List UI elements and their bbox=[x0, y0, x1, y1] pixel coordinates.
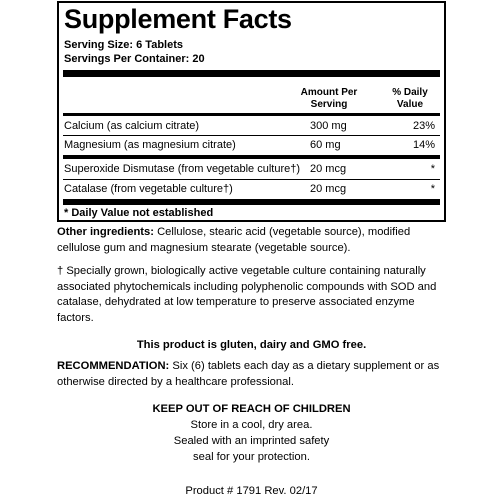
warning-title: KEEP OUT OF REACH OF CHILDREN bbox=[152, 403, 351, 415]
header-daily-value: % Daily Value bbox=[392, 87, 428, 110]
nutrient-row bbox=[64, 160, 439, 178]
culture-note: † Specially grown, biologically active vegetable culture containing naturally associated phytochemicals including polyphenolic compounds with SOD and catalase, dehydrated at low temperature to preserve associated enzyme factors. bbox=[57, 265, 437, 324]
nutrient-name: Superoxide Dismutase (from vegetable culture†) bbox=[64, 163, 301, 175]
nutrient-row bbox=[64, 136, 439, 154]
other-ingredients-text: Cellulose, stearic acid (vegetable source), modified cellulose gum and magnesium stearate (vegetable source). bbox=[57, 226, 411, 254]
nutrient-amount: 60 mg bbox=[310, 139, 341, 151]
nutrient-amount: 300 mg bbox=[310, 120, 347, 132]
thick-rule bbox=[63, 70, 440, 77]
serving-size: Serving Size: 6 Tablets bbox=[64, 39, 184, 51]
section-rule bbox=[63, 155, 440, 159]
recommendation-label: RECOMMENDATION: bbox=[57, 360, 170, 372]
nutrient-dv: * bbox=[430, 183, 435, 195]
supplement-facts-panel bbox=[57, 1, 446, 222]
nutrient-name: Magnesium (as magnesium citrate) bbox=[64, 139, 236, 151]
other-ingredients bbox=[57, 225, 452, 256]
nutrient-amount: 20 mcg bbox=[310, 163, 347, 175]
nutrient-amount: 20 mcg bbox=[310, 183, 347, 195]
storage-line: Store in a cool, dry area. bbox=[190, 419, 313, 431]
servings-per-container: Servings Per Container: 20 bbox=[64, 53, 205, 65]
recommendation-text: Six (6) tablets each day as a dietary supplement or as otherwise directed by a healthcare professional. bbox=[57, 360, 440, 388]
nutrient-row bbox=[64, 180, 439, 198]
nutrient-name: Calcium (as calcium citrate) bbox=[64, 120, 200, 132]
other-ingredients-label: Other ingredients: bbox=[57, 226, 154, 238]
recommendation bbox=[57, 359, 452, 390]
product-code: Product # 1791 Rev. 02/17 bbox=[185, 485, 318, 497]
nutrient-dv: 23% bbox=[412, 120, 435, 132]
facts-title: Supplement Facts bbox=[64, 4, 292, 34]
nutrient-row bbox=[64, 117, 439, 135]
nutrient-dv: * bbox=[430, 163, 435, 175]
seal-line-1: Sealed with an imprinted safety bbox=[173, 435, 330, 447]
header-rule bbox=[63, 113, 440, 116]
seal-line-2: seal for your protection. bbox=[193, 451, 310, 463]
nutrient-name: Catalase (from vegetable culture†) bbox=[64, 183, 233, 195]
bottom-rule bbox=[63, 199, 440, 205]
header-amount-per-serving: Amount Per Serving bbox=[300, 87, 358, 110]
free-statement: This product is gluten, dairy and GMO free. bbox=[136, 339, 367, 351]
nutrient-dv: 14% bbox=[412, 139, 435, 151]
dv-footnote: * Daily Value not established bbox=[64, 207, 214, 219]
